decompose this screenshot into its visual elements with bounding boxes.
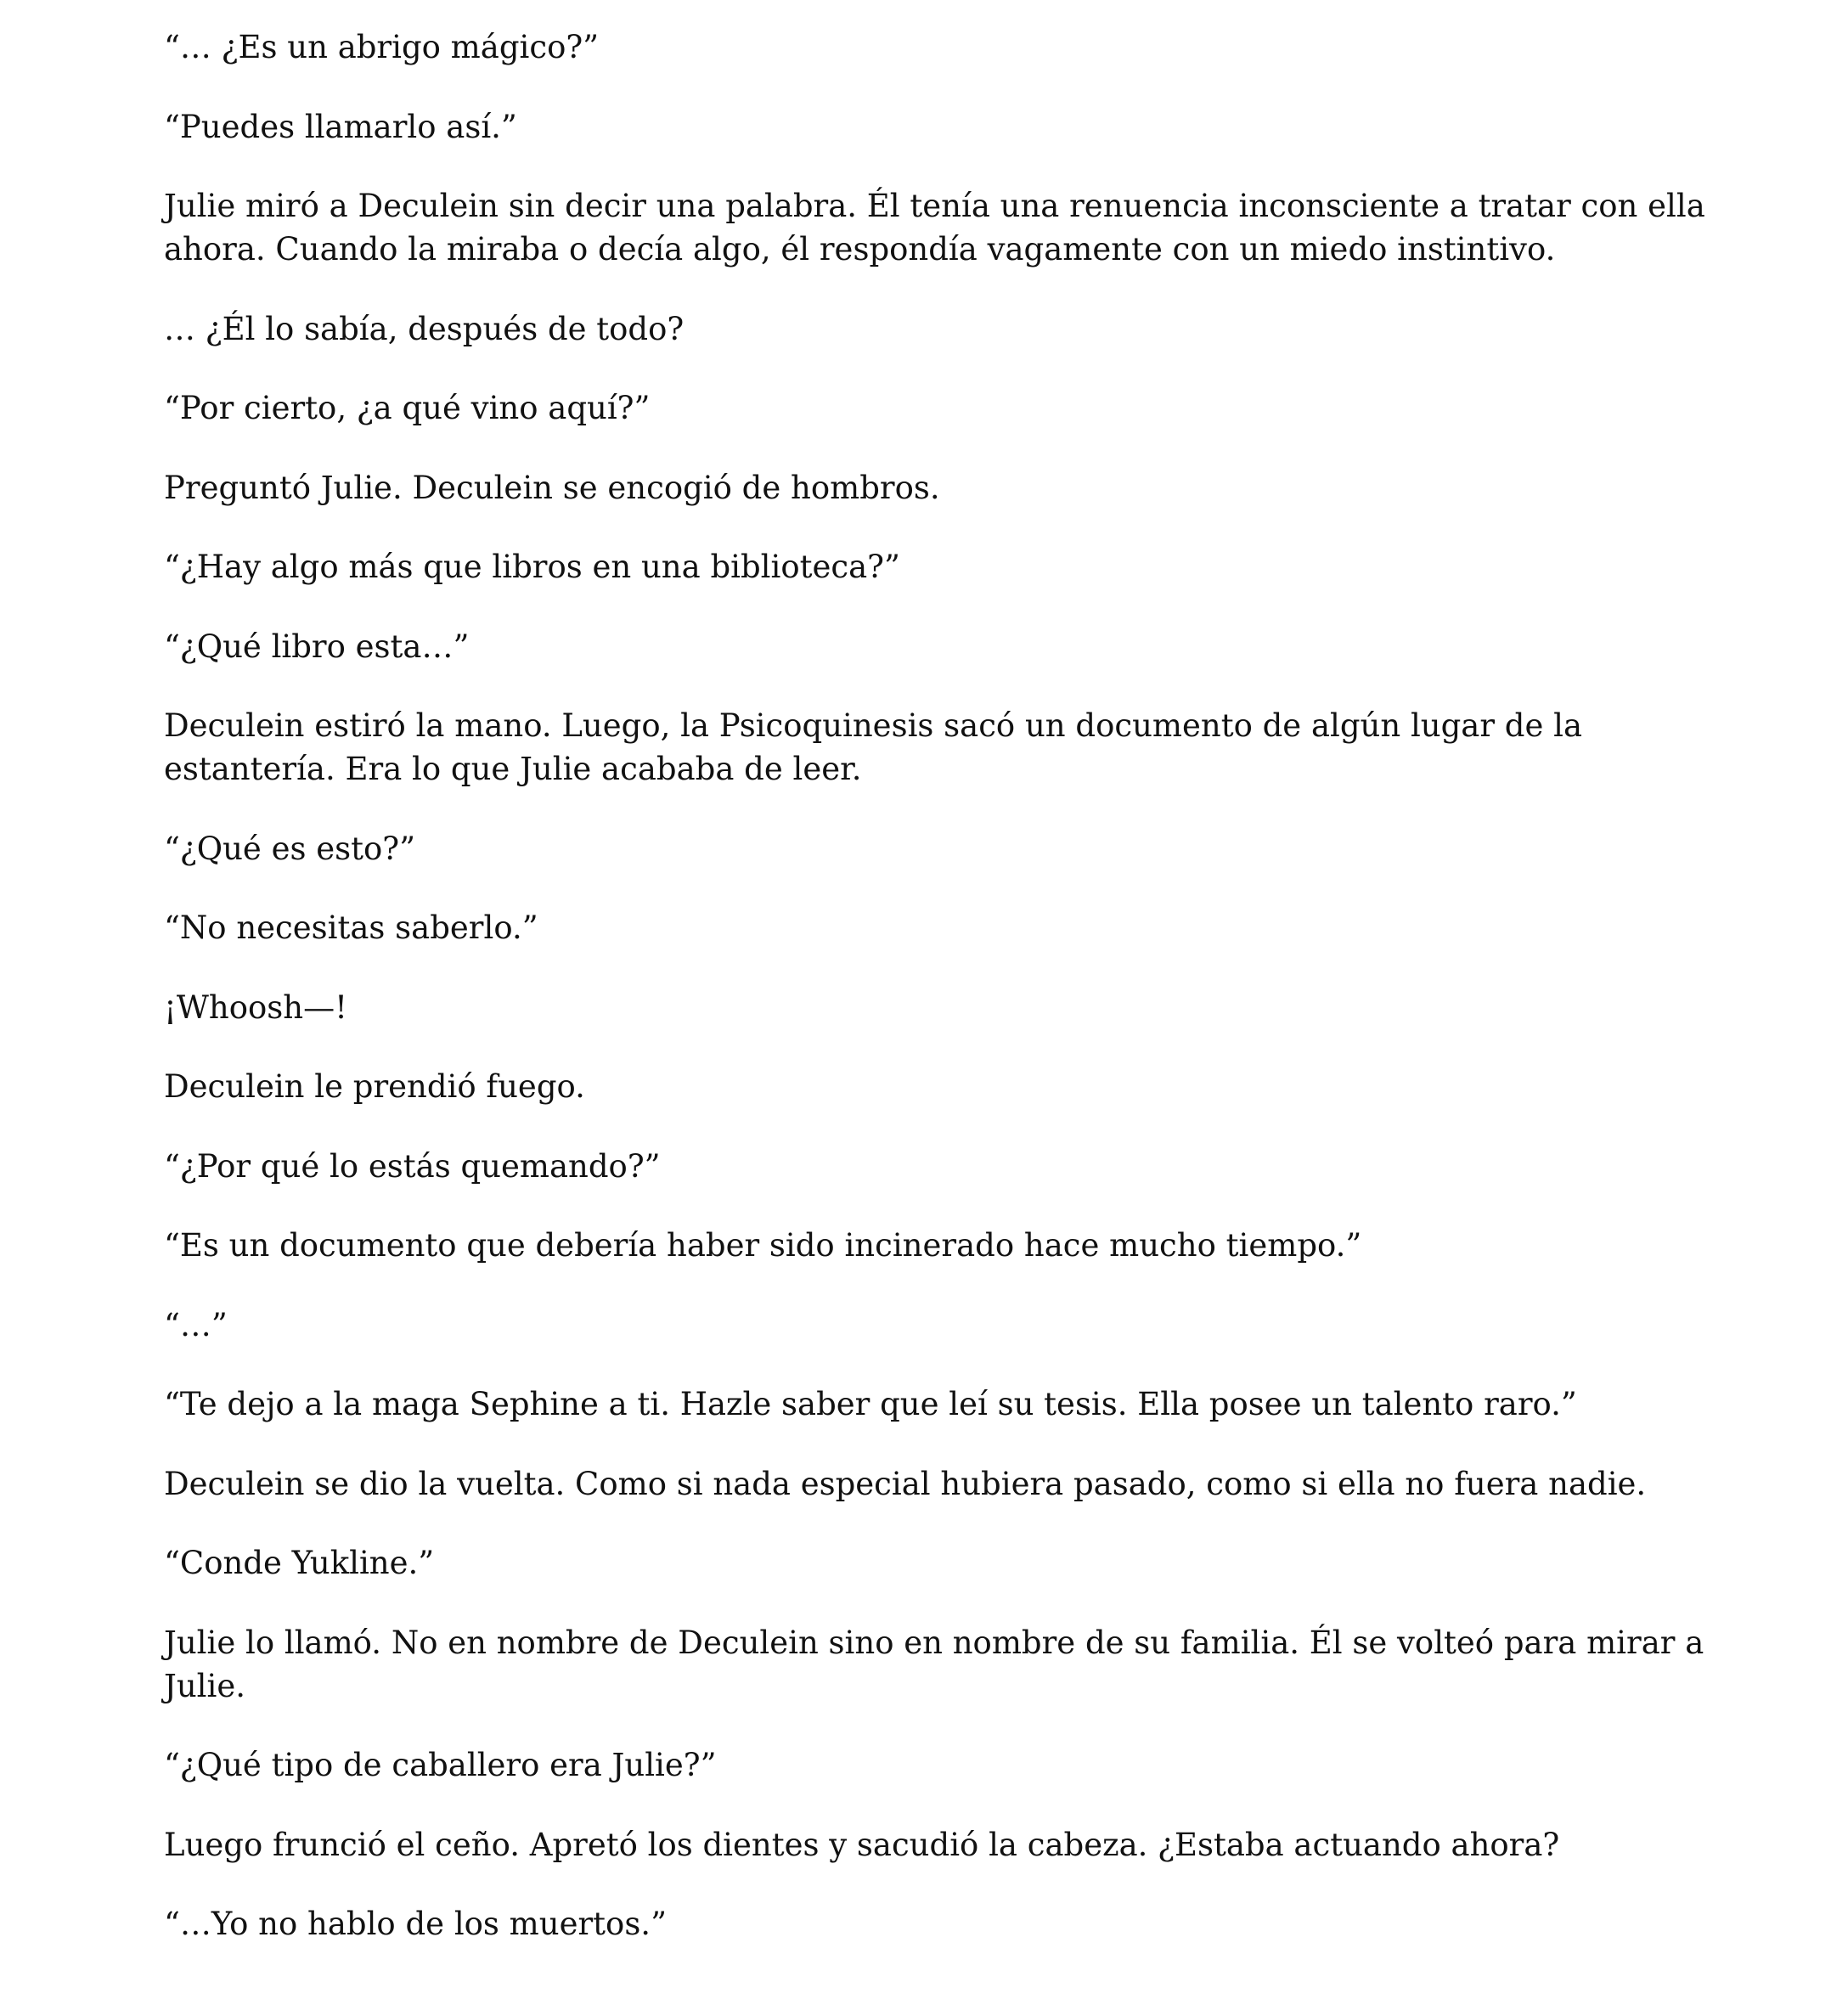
paragraph: … ¿Él lo sabía, después de todo? <box>164 310 685 347</box>
paragraph: Luego frunció el ceño. Apretó los dientes y sacudió la cabeza. ¿Estaba actuando ahora? <box>164 1826 1560 1863</box>
paragraph: ¡Whoosh—! <box>164 988 347 1026</box>
paragraph: “Conde Yukline.” <box>164 1545 435 1581</box>
paragraph: “…” <box>164 1306 228 1343</box>
paragraph: “No necesitas saberlo.” <box>164 909 538 946</box>
paragraph: Preguntó Julie. Deculein se encogió de hombros. <box>164 469 940 506</box>
paragraph: “¿Qué tipo de caballero era Julie?” <box>164 1747 717 1783</box>
paragraph: “Te dejo a la maga Sephine a ti. Hazle saber que leí su tesis. Ella posee un talento raro.” <box>164 1386 1577 1422</box>
paragraph: Deculein le prendió fuego. <box>164 1068 585 1105</box>
document-body <box>164 25 1727 1982</box>
paragraph: “¿Qué es esto?” <box>164 830 415 867</box>
paragraph: “Por cierto, ¿a qué vino aquí?” <box>164 390 651 426</box>
paragraph: Deculein se dio la vuelta. Como si nada especial hubiera pasado, como si ella no fuera nadie. <box>164 1465 1647 1502</box>
paragraph: “Es un documento que debería haber sido incinerado hace mucho tiempo.” <box>164 1227 1362 1264</box>
paragraph: “… ¿Es un abrigo mágico?” <box>164 29 600 65</box>
paragraph: Julie lo llamó. No en nombre de Deculein sino en nombre de su familia. Él se volteó para mirar a Julie. <box>164 1624 1704 1704</box>
paragraph: “…Yo no hablo de los muertos.” <box>164 1906 667 1942</box>
paragraph: Julie miró a Deculein sin decir una palabra. Él tenía una renuencia inconsciente a tratar con ella ahora. Cuando la miraba o decía algo, él respondía vagamente con un miedo instintivo. <box>164 188 1705 267</box>
paragraph: “Puedes llamarlo así.” <box>164 108 517 145</box>
paragraph: Deculein estiró la mano. Luego, la Psicoquinesis sacó un documento de algún lugar de la estantería. Era lo que Julie acababa de leer. <box>164 707 1583 787</box>
paragraph: “¿Hay algo más que libros en una biblioteca?” <box>164 549 900 585</box>
paragraph: “¿Por qué lo estás quemando?” <box>164 1147 661 1185</box>
paragraph: “¿Qué libro esta…” <box>164 628 470 665</box>
